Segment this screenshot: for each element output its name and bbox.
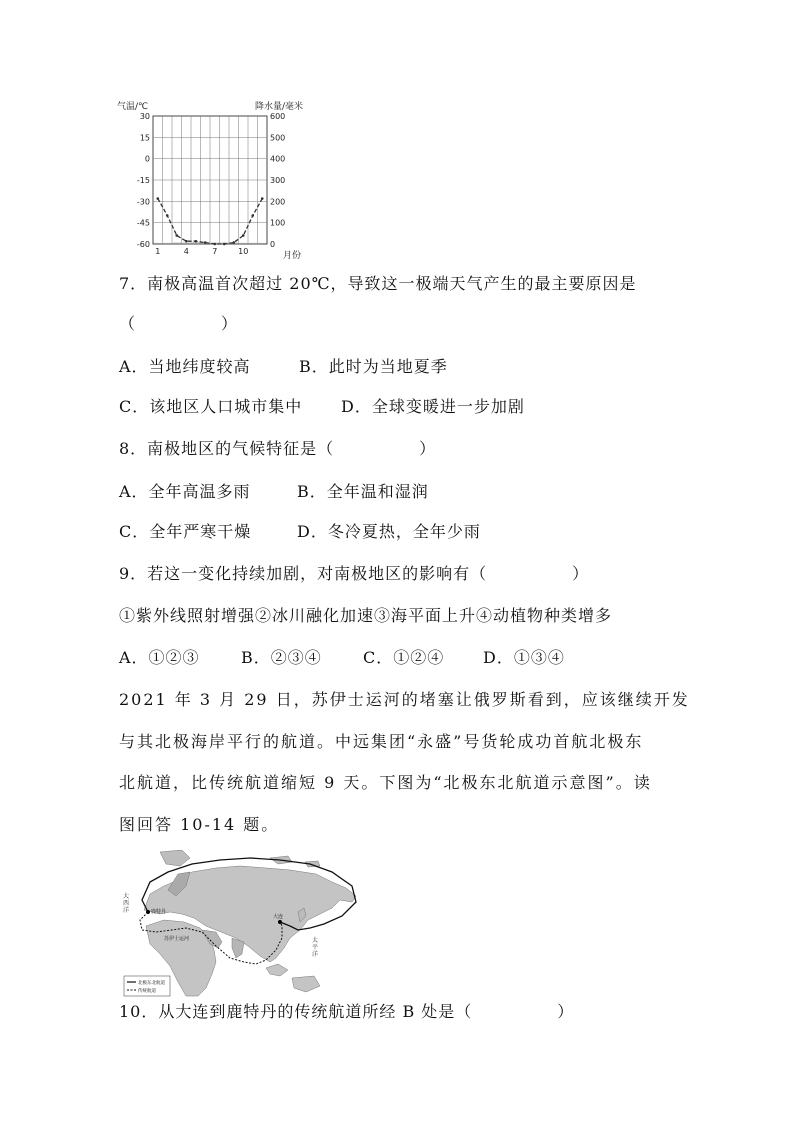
question-9-stem: 9．若这一变化持续加剧，对南极地区的影响有（ ） <box>119 564 590 583</box>
precip-tick-label: 600 <box>270 112 286 121</box>
question-9-option-c[interactable]: C．①②④ <box>363 648 445 667</box>
question-8-stem: 8．南极地区的气候特征是（ ） <box>119 439 437 458</box>
question-7-choices-row1 <box>119 357 679 377</box>
precip-bar <box>173 243 181 244</box>
temp-tick-label: 0 <box>144 154 150 164</box>
passage-line-2: 与其北极海岸平行的航道。中远集团“永盛”号货轮成功首航北极东 <box>119 732 644 751</box>
question-9-option-d[interactable]: D．①③④ <box>483 648 565 667</box>
question-7-stem: 7．南极高温首次超过 20℃，导致这一极端天气产生的最主要原因是 <box>119 274 637 293</box>
question-9-items: ①紫外线照射增强②冰川融化加速③海平面上升④动植物种类增多 <box>119 606 613 625</box>
temperature-point <box>242 234 245 237</box>
precip-bar <box>258 243 266 244</box>
temp-tick-label: 30 <box>139 112 150 121</box>
temperature-point <box>261 197 264 200</box>
temperature-point <box>156 197 159 200</box>
question-9-choices <box>119 648 679 668</box>
label-atlantic-1: 大 <box>123 893 130 900</box>
temp-tick-label: -45 <box>136 218 150 228</box>
question-8-option-a[interactable]: A．全年高温多雨 <box>119 482 251 501</box>
passage-line-4: 图回答 10-14 题。 <box>119 815 280 834</box>
temp-tick-label: -60 <box>136 240 150 249</box>
label-atlantic-2: 西 <box>123 900 130 907</box>
question-8-option-b[interactable]: B．全年温和湿润 <box>297 482 429 501</box>
question-8-option-d[interactable]: D．冬冷夏热，全年少雨 <box>297 522 481 541</box>
passage-line-1: 2021 年 3 月 29 日，苏伊士运河的堵塞让俄罗斯看到，应该继续开发 <box>119 690 690 709</box>
label-suez: 苏伊士运河 <box>164 936 190 942</box>
legend-northeast-label: 北极东北航道 <box>138 981 165 986</box>
label-dalian: 大连 <box>273 914 284 920</box>
label-atlantic-3: 洋 <box>123 907 130 914</box>
question-9-option-b[interactable]: B．②③④ <box>241 648 322 667</box>
question-7-option-c[interactable]: C．该地区人口城市集中 <box>119 397 303 416</box>
precip-bar <box>249 243 257 244</box>
precip-tick-label: 300 <box>270 176 286 185</box>
northeast-passage-map <box>120 850 360 998</box>
climate-chart <box>115 98 305 266</box>
question-8-option-c[interactable]: C．全年严寒干燥 <box>119 522 252 541</box>
temperature-point <box>185 240 188 243</box>
temperature-point <box>232 241 235 244</box>
precip-tick-label: 500 <box>270 133 286 143</box>
temperature-point <box>204 241 207 244</box>
precip-tick-label: 0 <box>270 240 276 249</box>
month-tick-label: 10 <box>238 247 249 256</box>
month-tick-label: 1 <box>155 247 161 256</box>
temperature-point <box>213 243 216 246</box>
question-7-option-d[interactable]: D．全球变暖进一步加剧 <box>341 397 525 416</box>
left-axis-label: 气温/℃ <box>117 102 149 112</box>
temp-tick-label: 15 <box>139 133 150 143</box>
label-pacific-2: 平 <box>312 944 319 951</box>
precip-bar <box>154 243 162 244</box>
precip-tick-label: 100 <box>270 218 286 228</box>
question-7-choices-row2 <box>119 397 679 417</box>
question-9-option-a[interactable]: A．①②③ <box>119 648 200 667</box>
precip-bar <box>239 243 247 244</box>
question-7-option-b[interactable]: B．此时为当地夏季 <box>299 357 448 376</box>
precip-bar <box>192 243 200 244</box>
question-10-stem: 10．从大连到鹿特丹的传统航道所经 B 处是（ ） <box>119 1002 575 1021</box>
question-7-blank: （ ） <box>119 314 239 333</box>
precip-bar <box>182 243 190 244</box>
dalian-port <box>278 920 282 924</box>
chart-grid <box>153 116 267 244</box>
temp-tick-labels <box>137 112 150 249</box>
temp-tick-label: -15 <box>136 176 150 185</box>
legend-traditional-label: 传统航道 <box>138 989 156 994</box>
rotterdam-port <box>146 910 150 914</box>
right-axis-label: 降水量/毫米 <box>254 102 303 112</box>
temp-tick-label: -30 <box>136 197 150 207</box>
month-tick-label: 7 <box>212 247 218 256</box>
label-rotterdam: 鹿特丹 <box>151 909 167 915</box>
question-8-choices-row1 <box>119 482 679 502</box>
precip-tick-labels <box>270 112 285 249</box>
temperature-point <box>175 234 178 237</box>
precip-tick-label: 400 <box>270 154 286 164</box>
temperature-point <box>166 214 169 217</box>
question-8-choices-row2 <box>119 522 679 542</box>
temperature-point <box>194 240 197 243</box>
month-tick-label: 4 <box>183 247 189 256</box>
temperature-point <box>251 214 254 217</box>
month-tick-labels <box>155 247 248 256</box>
precip-tick-label: 200 <box>270 197 286 207</box>
month-unit-label: 月份 <box>283 251 302 261</box>
label-pacific-1: 太 <box>312 937 319 944</box>
temperature-point <box>223 243 226 246</box>
passage-line-3: 北航道，比传统航道缩短 9 天。下图为“北极东北航道示意图”。读 <box>119 773 652 792</box>
question-7-option-a[interactable]: A．当地纬度较高 <box>119 357 251 376</box>
label-pacific-3: 洋 <box>312 951 319 958</box>
precip-bar <box>163 243 171 244</box>
